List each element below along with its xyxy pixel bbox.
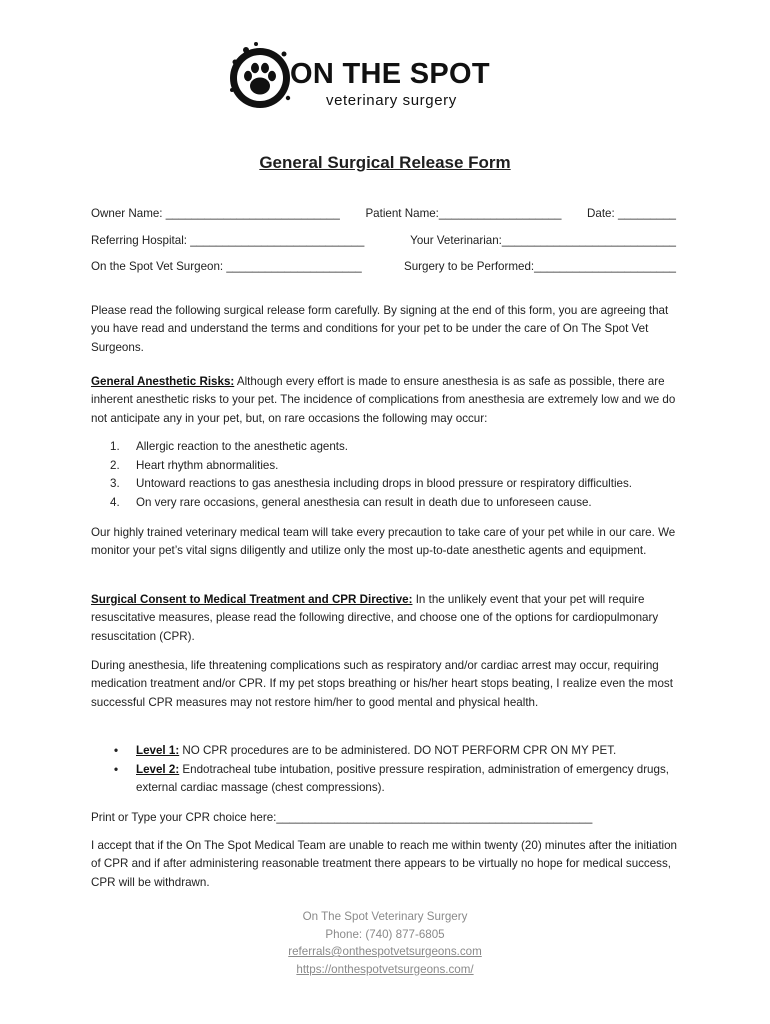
field-row-surgeon	[91, 260, 676, 273]
surgery-field[interactable]: Surgery to be Performed:______________________	[403, 260, 676, 273]
footer-email-link[interactable]: referrals@onthespotvetsurgeons.com	[288, 945, 482, 958]
logo	[226, 40, 526, 120]
date-field[interactable]: Date: _________	[587, 207, 676, 220]
list-item	[110, 475, 690, 494]
risks-list	[110, 438, 690, 513]
consent-paragraph	[91, 591, 683, 646]
list-number: 4.	[110, 496, 120, 510]
cpr-levels-list	[110, 742, 690, 798]
logo-name: ON THE SPOT	[290, 58, 490, 90]
patient-name-field[interactable]: Patient Name:___________________	[365, 207, 562, 220]
referring-hospital-field[interactable]: Referring Hospital: ___________________________	[91, 234, 365, 247]
list-text: Untoward reactions to gas anesthesia including drops in blood pressure or respiratory difficulties.	[136, 477, 633, 491]
list-number: 2.	[110, 458, 120, 472]
footer-company: On The Spot Veterinary Surgery	[302, 910, 468, 923]
list-item	[110, 494, 690, 513]
paw-print-icon	[226, 40, 294, 112]
list-text: Heart rhythm abnormalities.	[136, 458, 279, 472]
owner-name-field[interactable]: Owner Name: ___________________________	[91, 207, 340, 220]
logo-tagline: veterinary surgery	[326, 92, 457, 109]
footer-phone: Phone: (740) 877-6805	[325, 927, 445, 941]
list-item	[110, 742, 690, 761]
footer	[0, 908, 770, 978]
during-paragraph: During anesthesia, life threatening complications such as respiratory and/or cardiac arrest may occur, requiring medication treatment and/or CPR. If my pet stops breathing or his/her heart stops beating, I realize even the most successful CPR measures may not restore him/her to good mental and physical health.	[91, 659, 673, 709]
level-text: Endotracheal tube intubation, positive pressure respiration, administration of emergency drugs, external cardiac massage (chest compressions).	[136, 762, 669, 795]
intro-paragraph: Please read the following surgical release form carefully. By signing at the end of this form, you are agreeing that you have read and understand the terms and conditions for your pet to be under the care of On The Spot Vet Surgeons.	[91, 304, 669, 354]
list-number: 3.	[110, 477, 120, 491]
consent-heading: Surgical Consent to Medical Treatment and CPR Directive:	[91, 593, 413, 606]
your-veterinarian-field[interactable]: Your Veterinarian:___________________________	[410, 234, 676, 247]
anesthetic-risks-heading: General Anesthetic Risks:	[91, 375, 235, 388]
list-text: Allergic reaction to the anesthetic agents.	[136, 440, 349, 453]
footer-website-link[interactable]: https://onthespotvetsurgeons.com/	[296, 962, 474, 976]
cpr-choice-field[interactable]: Print or Type your CPR choice here:_________________________________________________	[91, 811, 593, 824]
surgeon-field[interactable]: On the Spot Vet Surgeon: _____________________	[91, 260, 362, 273]
anesthetic-risks-text: Although every effort is made to ensure anesthesia is as safe as possible, there are inherent anesthetic risks to your pet. The incidence of complications from anesthesia are extremely low and we do not anticipate any in your pet, but, on rare occasions the following may occur:	[91, 375, 676, 425]
anesthetic-risks-paragraph	[91, 373, 683, 428]
list-item	[110, 457, 690, 476]
list-item	[110, 438, 690, 457]
level-text: NO CPR procedures are to be administered. DO NOT PERFORM CPR ON MY PET.	[179, 744, 617, 757]
team-paragraph: Our highly trained veterinary medical team will take every precaution to take care of your pet while in our care. We monitor your pet’s vital signs diligently and utilize only the most up-to-date anesthetic agents and equipment.	[91, 526, 676, 558]
level-label: Level 1:	[136, 744, 180, 757]
consent-text: In the unlikely event that your pet will require resuscitative measures, please read the following directive, and choose one of the options for cardiopulmonary resuscitation (CPR).	[91, 593, 659, 643]
field-row-owner	[91, 207, 676, 220]
accept-paragraph: I accept that if the On The Spot Medical Team are unable to reach me within twenty (20) minutes after the initiation of CPR and if after administering reasonable treatment there appears to be virtually no hope for medical success, CPR will be withdrawn.	[91, 839, 678, 889]
field-row-referring	[91, 234, 676, 247]
level-label: Level 2:	[136, 762, 180, 776]
bullet: •	[114, 744, 119, 757]
list-number: 1.	[110, 440, 120, 453]
list-text: On very rare occasions, general anesthesia can result in death due to unforeseen cause.	[136, 496, 592, 510]
bullet: •	[114, 762, 119, 776]
page-title: General Surgical Release Form	[259, 153, 511, 172]
list-item	[110, 761, 690, 798]
